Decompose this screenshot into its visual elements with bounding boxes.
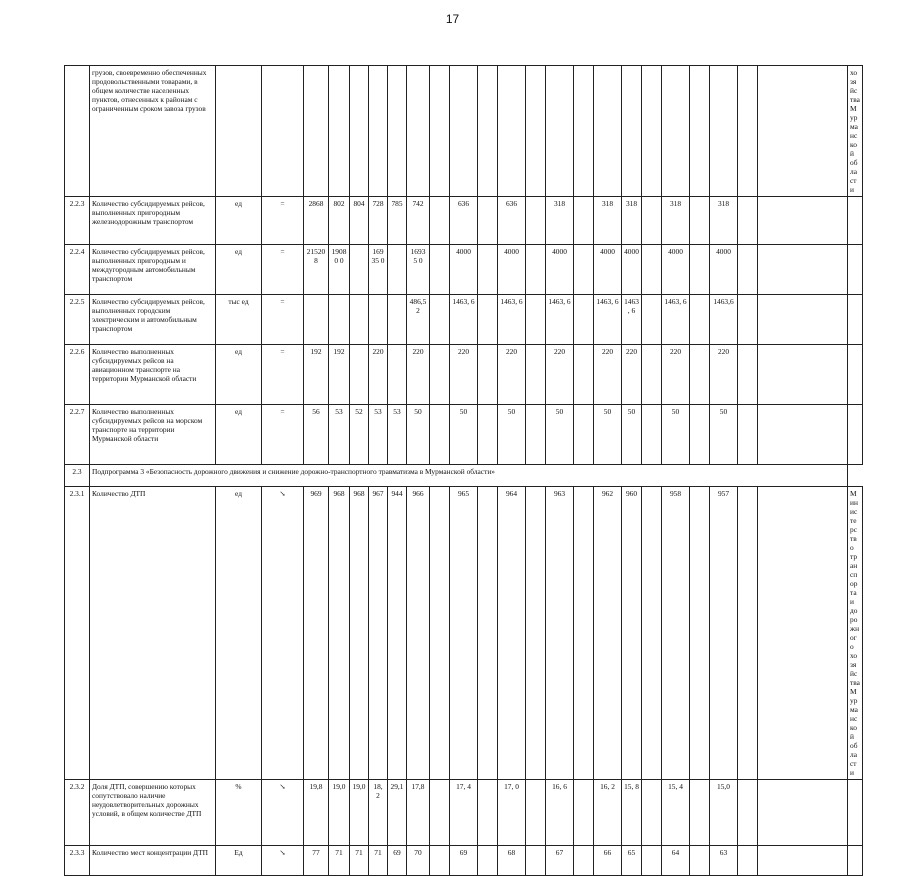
value-cell <box>430 245 450 295</box>
value-cell: 785 <box>388 197 407 245</box>
value-cell <box>304 66 329 197</box>
value-cell <box>738 197 758 245</box>
value-cell <box>369 295 388 345</box>
value-cell <box>430 295 450 345</box>
value-cell <box>758 295 848 345</box>
value-cell: 192 <box>329 345 350 405</box>
row-number: 2.2.7 <box>65 405 90 465</box>
indicator-name: Доля ДТП, совершению которых сопутствовало наличие неудовлетворительных дорожных условий, в общем количестве ДТП <box>90 780 216 846</box>
table-row <box>65 405 863 465</box>
value-cell <box>574 345 594 405</box>
value-cell <box>758 245 848 295</box>
unit-cell: ед <box>216 487 262 780</box>
row-number: 2.2.5 <box>65 295 90 345</box>
value-cell: 50 <box>710 405 738 465</box>
value-cell <box>526 66 546 197</box>
indicator-name: Количество мест концентрации ДТП <box>90 846 216 876</box>
value-cell <box>642 66 662 197</box>
value-cell: 63 <box>710 846 738 876</box>
value-cell: 52 <box>350 405 369 465</box>
section-title: Подпрограмма 3 «Безопасность дорожного движения и снижение дорожно-транспортного травматизма в Мурманской области» <box>90 465 848 487</box>
value-cell <box>758 405 848 465</box>
value-cell <box>690 245 710 295</box>
responsible-cell <box>848 345 863 405</box>
table-row <box>65 846 863 876</box>
value-cell: 1463, 6 <box>546 295 574 345</box>
value-cell <box>690 197 710 245</box>
value-cell: 965 <box>450 487 478 780</box>
value-cell: 192 <box>304 345 329 405</box>
value-cell: 53 <box>329 405 350 465</box>
value-cell: 1463, 6 <box>498 295 526 345</box>
value-cell: 50 <box>622 405 642 465</box>
value-cell: 56 <box>304 405 329 465</box>
value-cell: 4000 <box>662 245 690 295</box>
value-cell <box>738 245 758 295</box>
value-cell: 71 <box>350 846 369 876</box>
value-cell <box>388 295 407 345</box>
row-number: 2.3.3 <box>65 846 90 876</box>
value-cell <box>642 197 662 245</box>
value-cell <box>574 245 594 295</box>
row-number: 2.3.1 <box>65 487 90 780</box>
table-row <box>65 465 863 487</box>
value-cell: 4000 <box>498 245 526 295</box>
responsible-cell <box>848 405 863 465</box>
value-cell <box>642 846 662 876</box>
value-cell: 804 <box>350 197 369 245</box>
value-cell: 215208 <box>304 245 329 295</box>
value-cell: 802 <box>329 197 350 245</box>
value-cell <box>690 295 710 345</box>
value-cell: 19,0 <box>329 780 350 846</box>
value-cell: 742 <box>407 197 430 245</box>
responsible-cell: Министерство транспорта и дорожного хозяйства Мурманской области <box>848 487 863 780</box>
indicator-name: Количество выполненных субсидируемых рейсов на авиационном транспорте на территории Мурманской области <box>90 345 216 405</box>
value-cell: 968 <box>329 487 350 780</box>
value-cell <box>407 66 430 197</box>
trend-cell: = <box>262 295 304 345</box>
row-number: 2.3.2 <box>65 780 90 846</box>
trend-cell: = <box>262 405 304 465</box>
value-cell: 68 <box>498 846 526 876</box>
unit-cell: ед <box>216 245 262 295</box>
value-cell: 962 <box>594 487 622 780</box>
value-cell <box>574 405 594 465</box>
table-row <box>65 245 863 295</box>
value-cell: 50 <box>450 405 478 465</box>
value-cell: 220 <box>594 345 622 405</box>
value-cell <box>329 66 350 197</box>
indicator-name: Количество выполненных субсидируемых рейсов на морском транспорте на территории Мурманской области <box>90 405 216 465</box>
value-cell <box>329 295 350 345</box>
value-cell: 636 <box>450 197 478 245</box>
indicator-name: Количество ДТП <box>90 487 216 780</box>
value-cell <box>642 245 662 295</box>
value-cell: 16, 2 <box>594 780 622 846</box>
unit-cell: % <box>216 780 262 846</box>
value-cell: 220 <box>546 345 574 405</box>
value-cell <box>526 780 546 846</box>
value-cell <box>430 487 450 780</box>
row-number <box>65 66 90 197</box>
indicator-table <box>64 65 863 876</box>
value-cell <box>478 197 498 245</box>
value-cell <box>758 345 848 405</box>
value-cell <box>369 66 388 197</box>
page-number: 17 <box>445 12 460 26</box>
unit-cell: тыс ед <box>216 295 262 345</box>
table-row <box>65 295 863 345</box>
value-cell: 29,1 <box>388 780 407 846</box>
table-row <box>65 487 863 780</box>
value-cell <box>574 197 594 245</box>
value-cell: 66 <box>594 846 622 876</box>
value-cell: 1463, 6 <box>450 295 478 345</box>
value-cell: 50 <box>594 405 622 465</box>
value-cell: 64 <box>662 846 690 876</box>
value-cell <box>350 66 369 197</box>
value-cell <box>526 487 546 780</box>
indicator-name: Количество субсидируемых рейсов, выполненных пригородным железнодорожным транспортом <box>90 197 216 245</box>
value-cell: 967 <box>369 487 388 780</box>
value-cell: 17, 4 <box>450 780 478 846</box>
value-cell <box>690 846 710 876</box>
value-cell: 1463, 6 <box>662 295 690 345</box>
value-cell: 318 <box>662 197 690 245</box>
value-cell <box>526 245 546 295</box>
value-cell: 318 <box>622 197 642 245</box>
value-cell: 957 <box>710 487 738 780</box>
indicator-name: Количество субсидируемых рейсов, выполненных пригородным и междугородным автомобильным транспортом <box>90 245 216 295</box>
trend-cell: = <box>262 245 304 295</box>
value-cell: 15,0 <box>710 780 738 846</box>
value-cell: 220 <box>450 345 478 405</box>
value-cell: 220 <box>498 345 526 405</box>
value-cell <box>478 780 498 846</box>
value-cell: 1463,6 <box>710 295 738 345</box>
value-cell: 50 <box>498 405 526 465</box>
value-cell <box>430 405 450 465</box>
value-cell <box>478 345 498 405</box>
value-cell: 50 <box>546 405 574 465</box>
value-cell: 4000 <box>710 245 738 295</box>
value-cell: 17,8 <box>407 780 430 846</box>
trend-cell: ↘ <box>262 780 304 846</box>
value-cell <box>430 197 450 245</box>
value-cell: 71 <box>369 846 388 876</box>
value-cell <box>526 846 546 876</box>
table-row <box>65 780 863 846</box>
unit-cell <box>216 66 262 197</box>
value-cell: 969 <box>304 487 329 780</box>
value-cell: 960 <box>622 487 642 780</box>
unit-cell: ед <box>216 197 262 245</box>
value-cell <box>478 66 498 197</box>
value-cell <box>546 66 574 197</box>
value-cell <box>738 295 758 345</box>
value-cell: 4000 <box>546 245 574 295</box>
value-cell <box>738 487 758 780</box>
value-cell: 53 <box>369 405 388 465</box>
value-cell: 70 <box>407 846 430 876</box>
value-cell <box>574 295 594 345</box>
value-cell <box>526 405 546 465</box>
value-cell: 4000 <box>594 245 622 295</box>
value-cell <box>430 846 450 876</box>
responsible-cell <box>848 780 863 846</box>
value-cell <box>758 487 848 780</box>
value-cell: 2868 <box>304 197 329 245</box>
value-cell: 67 <box>546 846 574 876</box>
value-cell: 728 <box>369 197 388 245</box>
trend-cell: = <box>262 345 304 405</box>
unit-cell: Ед <box>216 846 262 876</box>
value-cell: 50 <box>662 405 690 465</box>
value-cell <box>526 295 546 345</box>
value-cell <box>738 780 758 846</box>
value-cell: 4000 <box>450 245 478 295</box>
table-row <box>65 66 863 197</box>
value-cell <box>642 780 662 846</box>
value-cell <box>574 66 594 197</box>
trend-cell: ↘ <box>262 487 304 780</box>
value-cell <box>758 846 848 876</box>
value-cell <box>498 66 526 197</box>
value-cell <box>738 345 758 405</box>
value-cell <box>574 780 594 846</box>
value-cell <box>526 197 546 245</box>
value-cell: 964 <box>498 487 526 780</box>
value-cell <box>690 780 710 846</box>
value-cell <box>690 405 710 465</box>
value-cell: 19080 0 <box>329 245 350 295</box>
value-cell <box>758 66 848 197</box>
value-cell <box>450 66 478 197</box>
value-cell <box>430 345 450 405</box>
value-cell: 19,0 <box>350 780 369 846</box>
value-cell <box>350 245 369 295</box>
value-cell: 318 <box>710 197 738 245</box>
row-number: 2.2.3 <box>65 197 90 245</box>
value-cell: 15, 4 <box>662 780 690 846</box>
value-cell <box>478 846 498 876</box>
value-cell <box>478 295 498 345</box>
value-cell <box>690 487 710 780</box>
value-cell: 318 <box>546 197 574 245</box>
value-cell: 220 <box>622 345 642 405</box>
value-cell <box>690 345 710 405</box>
value-cell: 16935 0 <box>369 245 388 295</box>
value-cell <box>526 345 546 405</box>
value-cell: 958 <box>662 487 690 780</box>
value-cell: 69 <box>388 846 407 876</box>
value-cell: 19,8 <box>304 780 329 846</box>
value-cell: 1463, 6 <box>594 295 622 345</box>
value-cell <box>758 780 848 846</box>
value-cell <box>642 345 662 405</box>
value-cell <box>478 405 498 465</box>
value-cell: 944 <box>388 487 407 780</box>
value-cell: 963 <box>546 487 574 780</box>
value-cell: 220 <box>369 345 388 405</box>
value-cell <box>388 66 407 197</box>
value-cell <box>350 295 369 345</box>
table-row <box>65 197 863 245</box>
value-cell: 17, 0 <box>498 780 526 846</box>
value-cell <box>304 295 329 345</box>
value-cell <box>478 245 498 295</box>
value-cell: 71 <box>329 846 350 876</box>
trend-cell: = <box>262 197 304 245</box>
indicator-name: Количество субсидируемых рейсов, выполненных городским электрическим и автомобильным транспортом <box>90 295 216 345</box>
value-cell: 968 <box>350 487 369 780</box>
value-cell <box>738 846 758 876</box>
unit-cell: ед <box>216 345 262 405</box>
value-cell <box>758 197 848 245</box>
value-cell: 16935 0 <box>407 245 430 295</box>
value-cell <box>690 66 710 197</box>
value-cell: 220 <box>710 345 738 405</box>
value-cell <box>738 66 758 197</box>
trend-cell: ↘ <box>262 846 304 876</box>
value-cell: 220 <box>407 345 430 405</box>
value-cell <box>430 780 450 846</box>
row-number: 2.2.4 <box>65 245 90 295</box>
value-cell: 18, 2 <box>369 780 388 846</box>
value-cell: 486,52 <box>407 295 430 345</box>
value-cell <box>478 487 498 780</box>
value-cell: 69 <box>450 846 478 876</box>
value-cell <box>388 345 407 405</box>
value-cell <box>662 66 690 197</box>
value-cell <box>642 487 662 780</box>
responsible-cell <box>848 197 863 245</box>
row-number: 2.2.6 <box>65 345 90 405</box>
value-cell: 77 <box>304 846 329 876</box>
value-cell <box>622 66 642 197</box>
value-cell: 16, 6 <box>546 780 574 846</box>
value-cell <box>430 66 450 197</box>
value-cell: 4000 <box>622 245 642 295</box>
value-cell <box>350 345 369 405</box>
value-cell: 636 <box>498 197 526 245</box>
value-cell: 50 <box>407 405 430 465</box>
value-cell: 53 <box>388 405 407 465</box>
value-cell: 318 <box>594 197 622 245</box>
responsible-cell <box>848 245 863 295</box>
row-number: 2.3 <box>65 465 90 487</box>
responsible-cell <box>848 846 863 876</box>
unit-cell: ед <box>216 405 262 465</box>
value-cell: 1463, 6 <box>622 295 642 345</box>
value-cell <box>710 66 738 197</box>
responsible-cell: хозяйства Мурманской области <box>848 66 863 197</box>
value-cell <box>574 487 594 780</box>
value-cell <box>388 245 407 295</box>
value-cell <box>642 295 662 345</box>
table-row <box>65 345 863 405</box>
trend-cell <box>262 66 304 197</box>
value-cell: 65 <box>622 846 642 876</box>
value-cell <box>574 846 594 876</box>
indicator-name: грузов, своевременно обеспеченных продовольственными товарами, в общем количестве населенных пунктов, отнесенных к районам с ограниченным сроком завоза грузов <box>90 66 216 197</box>
value-cell <box>738 405 758 465</box>
value-cell <box>642 405 662 465</box>
value-cell: 15, 8 <box>622 780 642 846</box>
responsible-cell <box>848 295 863 345</box>
value-cell <box>594 66 622 197</box>
value-cell: 966 <box>407 487 430 780</box>
value-cell: 220 <box>662 345 690 405</box>
